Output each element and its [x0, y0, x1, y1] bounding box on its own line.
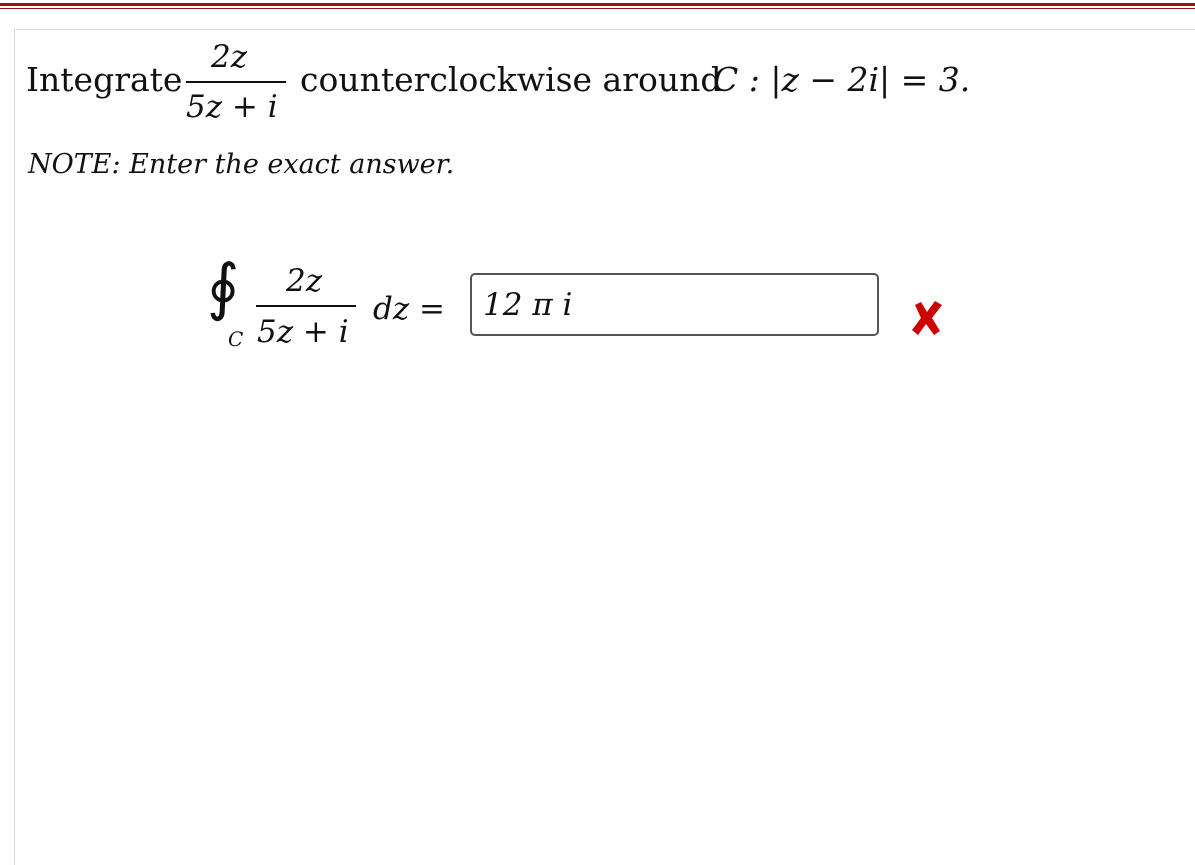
fraction-denominator: 5z + i [186, 89, 278, 125]
fraction-bar [186, 81, 286, 83]
integrand-numerator: 2z [286, 263, 323, 299]
integral-subscript: C [228, 327, 244, 351]
cross-icon [909, 299, 945, 337]
answer-value: 12 π i [483, 287, 573, 323]
contour-definition: C : |z − 2i| = 3. [713, 60, 971, 99]
fraction-numerator: 2z [211, 39, 248, 75]
integrand-denominator: 5z + i [257, 314, 349, 350]
note-text: NOTE: Enter the exact answer. [28, 149, 455, 180]
header-rule-thin [0, 8, 1195, 9]
differential-equals: dz = [373, 291, 446, 327]
answer-input[interactable] [470, 273, 879, 336]
integrand-bar [256, 305, 356, 307]
question-trail-text: counterclockwise around [300, 60, 722, 99]
contour-integral-symbol: ∮ [207, 250, 240, 323]
question-lead: Integrate [26, 60, 183, 99]
header-rule-thick [0, 3, 1195, 6]
